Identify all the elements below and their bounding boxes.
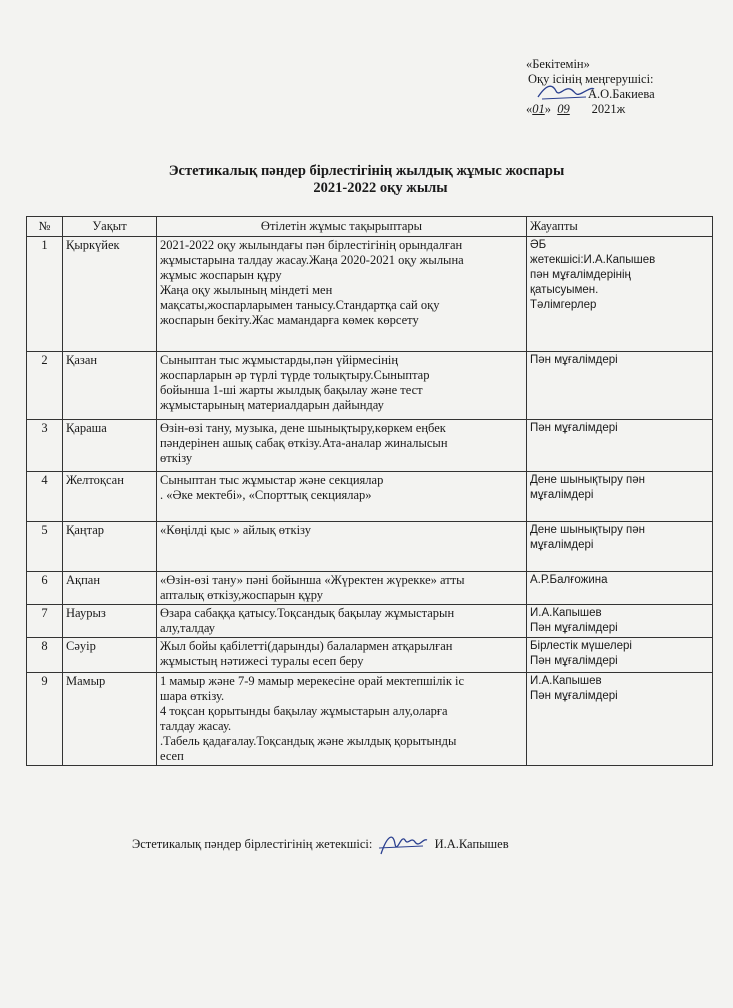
row-topics (157, 522, 527, 572)
topic-line: Өзара сабаққа қатысу.Тоқсандық бақылау жұмыстарын (160, 606, 455, 620)
table-row (27, 522, 713, 572)
row-topics (157, 352, 527, 420)
row-topics (157, 237, 527, 352)
row-month: Ақпан (63, 572, 157, 605)
topic-line: жоспарын бекіту.Жас мамандарға көмек көрсету (160, 313, 419, 327)
document-title (0, 163, 733, 197)
row-number: 9 (27, 673, 63, 766)
topic-line: 1 мамыр және 7-9 мамыр мерекесіне орай мектепшілік іс (160, 674, 465, 688)
table-header-row (27, 217, 713, 237)
approval-date-year: 2021ж (591, 102, 626, 116)
row-month: Қыркүйек (63, 237, 157, 352)
responsible-line: Бірлестік мүшелері (530, 640, 632, 652)
row-responsible (527, 352, 713, 420)
footer-role: Эстетикалық пәндер бірлестігінің жетекшісі: (132, 836, 373, 851)
row-month: Желтоқсан (63, 472, 157, 522)
responsible-line: Тәлімгерлер (530, 299, 597, 311)
approval-block (526, 57, 726, 117)
table-row (27, 352, 713, 420)
topic-line: 4 тоқсан қорытынды бақылау жұмыстарын алу,оларға (160, 704, 448, 718)
row-responsible (527, 572, 713, 605)
topic-line: шара өткізу. (160, 689, 225, 703)
row-number: 2 (27, 352, 63, 420)
row-number: 6 (27, 572, 63, 605)
topic-line: Жыл бойы қабілетті(дарынды) балалармен атқарылған (160, 639, 453, 653)
row-number: 8 (27, 638, 63, 673)
footer-name: И.А.Капышев (434, 836, 509, 851)
approval-date-day: 01 (532, 102, 545, 116)
approval-signature-line (526, 87, 726, 102)
topic-line: мақсаты,жоспарларымен танысу.Стандартқа сай оқу (160, 298, 440, 312)
topic-line: Өзін-өзі тану, музыка, дене шынықтыру,көркем еңбек (160, 421, 446, 435)
signature-icon (536, 81, 596, 103)
approval-date: «01» 09 2021ж (526, 102, 626, 116)
topic-line: бойынша 1-ші жарты жылдық бақылау және тест (160, 383, 423, 397)
approval-heading: «Бекітемін» (526, 57, 590, 71)
plan-table (26, 216, 713, 766)
row-month: Наурыз (63, 605, 157, 638)
header-responsible: Жауапты (527, 217, 713, 237)
row-responsible (527, 237, 713, 352)
table-body (27, 237, 713, 766)
responsible-line: қатысуымен. (530, 284, 599, 296)
responsible-line: мұғалімдері (530, 539, 594, 551)
header-time: Уақыт (63, 217, 157, 237)
row-topics (157, 673, 527, 766)
topic-line: жұмыстың нәтижесі туралы есеп беру (160, 654, 364, 668)
topic-line: алу,талдау (160, 621, 216, 635)
topic-line: пәндерінен ашық сабақ өткізу.Ата-аналар жиналысын (160, 436, 448, 450)
title-line-1: Эстетикалық пәндер бірлестігінің жылдық жұмыс жоспары (168, 163, 565, 179)
row-number: 1 (27, 237, 63, 352)
row-topics (157, 420, 527, 472)
row-responsible (527, 638, 713, 673)
table-row (27, 605, 713, 638)
responsible-line: ӘБ (530, 239, 547, 251)
topic-line: жұмыстарының материалдарын дайындау (160, 398, 384, 412)
row-month: Қазан (63, 352, 157, 420)
topic-line: «Өзін-өзі тану» пәні бойынша «Жүректен жүрекке» атты (160, 573, 465, 587)
row-responsible (527, 522, 713, 572)
responsible-line: мұғалімдері (530, 489, 594, 501)
responsible-line: Пән мұғалімдері (530, 422, 618, 434)
responsible-line: А.Р.Балғожина (530, 574, 608, 586)
row-month: Қараша (63, 420, 157, 472)
row-month: Мамыр (63, 673, 157, 766)
responsible-line: Пән мұғалімдері (530, 690, 618, 702)
table-row (27, 472, 713, 522)
row-responsible (527, 420, 713, 472)
responsible-line: Пән мұғалімдері (530, 354, 618, 366)
responsible-line: пән мұғалімдерінің (530, 269, 631, 281)
footer-signature (132, 830, 632, 860)
topic-line: 2021-2022 оқу жылындағы пән бірлестігінің орындалған (160, 238, 463, 252)
topic-line: талдау жасау. (160, 719, 232, 733)
header-num: № (27, 217, 63, 237)
topic-line: жұмыстарына талдау жасау.Жаңа 2020-2021 оқу жылына (160, 253, 464, 267)
topic-line: жоспарларын әр түрлі түрде толықтыру.Сыныптар (160, 368, 430, 382)
approval-signatory: А.О.Бакиева (588, 87, 655, 101)
table-row (27, 638, 713, 673)
row-number: 7 (27, 605, 63, 638)
row-topics (157, 605, 527, 638)
topic-line: есеп (160, 749, 184, 763)
table-row (27, 237, 713, 352)
approval-position: Оқу ісінің меңгерушісі: (528, 72, 654, 86)
row-topics (157, 472, 527, 522)
topic-line: апталық өткізу,жоспарын құру (160, 588, 324, 602)
row-number: 3 (27, 420, 63, 472)
topic-line: Жаңа оқу жылының міндеті мен (160, 283, 333, 297)
responsible-line: Пән мұғалімдері (530, 655, 618, 667)
row-topics (157, 572, 527, 605)
approval-date-month: 09 (557, 102, 570, 116)
signature-icon (377, 830, 429, 860)
responsible-line: Дене шынықтыру пән (530, 474, 645, 486)
row-number: 5 (27, 522, 63, 572)
topic-line: өткізу (160, 451, 193, 465)
table-row (27, 420, 713, 472)
responsible-line: жетекшісі:И.А.Капышев (530, 254, 656, 266)
topic-line: .Табель қадағалау.Тоқсандық және жылдық қорытынды (160, 734, 457, 748)
row-responsible (527, 673, 713, 766)
responsible-line: Дене шынықтыру пән (530, 524, 645, 536)
topic-line: «Көңілді қыс » айлық өткізу (160, 523, 311, 537)
row-topics (157, 638, 527, 673)
responsible-line: И.А.Капышев (530, 675, 602, 687)
topic-line: Сыныптан тыс жұмыстарды,пән үйірмесінің (160, 353, 399, 367)
row-number: 4 (27, 472, 63, 522)
responsible-line: И.А.Капышев (530, 607, 602, 619)
topic-line: Сыныптан тыс жұмыстар және секциялар (160, 473, 384, 487)
row-responsible (527, 605, 713, 638)
table-row (27, 673, 713, 766)
row-month: Сәуір (63, 638, 157, 673)
title-line-2: 2021-2022 оқу жылы (313, 180, 448, 196)
row-responsible (527, 472, 713, 522)
topic-line: жұмыс жоспарын құру (160, 268, 282, 282)
table-row (27, 572, 713, 605)
row-month: Қаңтар (63, 522, 157, 572)
header-topics: Өтілетін жұмыс тақырыптары (157, 217, 527, 237)
topic-line: . «Әке мектебі», «Спорттық секциялар» (160, 488, 372, 502)
responsible-line: Пән мұғалімдері (530, 622, 618, 634)
